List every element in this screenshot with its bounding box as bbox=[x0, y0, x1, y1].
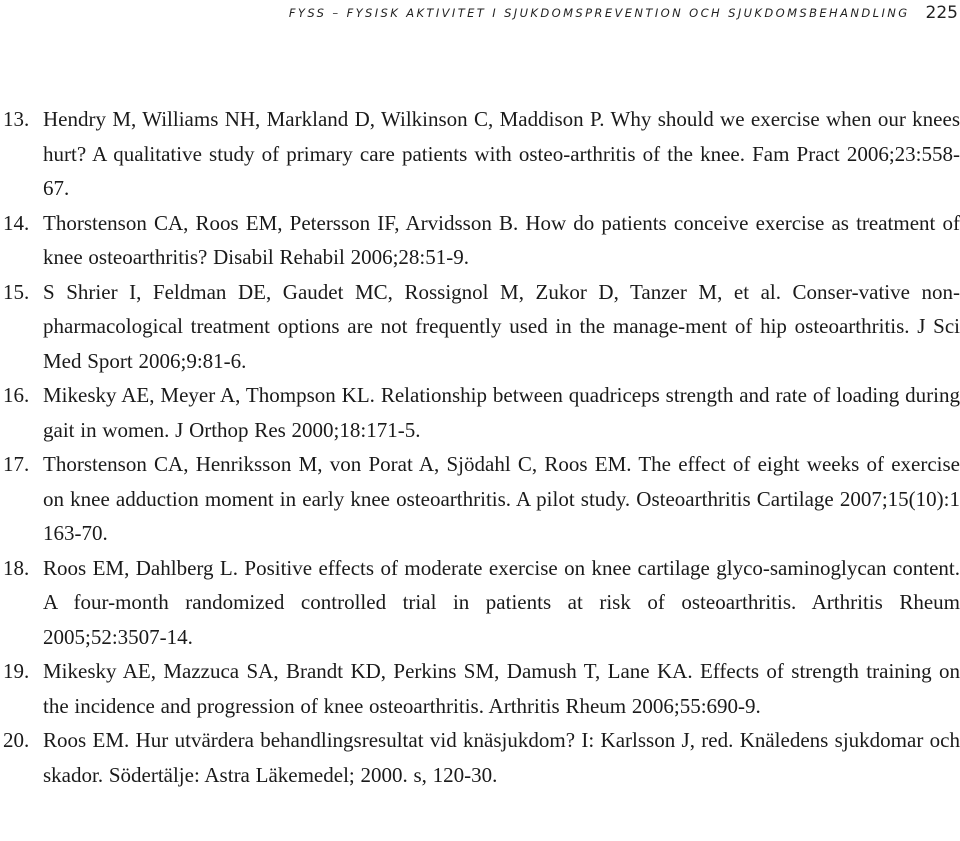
reference-item bbox=[0, 551, 960, 655]
reference-number: 20. bbox=[3, 728, 30, 752]
reference-item bbox=[0, 102, 960, 206]
reference-number: 13. bbox=[3, 107, 30, 131]
reference-number: 17. bbox=[3, 452, 30, 476]
reference-item bbox=[0, 654, 960, 723]
reference-text: S Shrier I, Feldman DE, Gaudet MC, Rossignol M, Zukor D, Tanzer M, et al. Conser-vative non-pharmacological treatment options are not frequently used in the manage-ment of hip osteoarthritis. J Sci Med Sport 2006;9:81-6. bbox=[43, 279, 960, 373]
reference-text: Thorstenson CA, Roos EM, Petersson IF, Arvidsson B. How do patients conceive exercise as treatment of knee osteoarthritis? Disabil Rehabil 2006;28:51-9. bbox=[43, 210, 960, 269]
reference-number: 18. bbox=[3, 555, 30, 580]
reference-text: Hendry M, Williams NH, Markland D, Wilkinson C, Maddison P. Why should we exercise when our knees hurt? A qualitative study of primary care patients with osteo-arthritis of the knee. Fam Pract 2006;23:558-67. bbox=[43, 107, 960, 200]
reference-list bbox=[0, 102, 960, 792]
reference-number: 15. bbox=[3, 279, 30, 304]
reference-item bbox=[0, 723, 960, 792]
reference-number: 16. bbox=[3, 383, 30, 407]
running-title: FYSS – FYSISK AKTIVITET I SJUKDOMSPREVENTION OCH SJUKDOMSBEHANDLING bbox=[288, 6, 910, 20]
page-number: 225 bbox=[925, 3, 958, 23]
reference-text: Roos EM. Hur utvärdera behandlingsresultat vid knäsjukdom? I: Karlsson J, red. Knäledens sjukdomar och skador. Södertälje: Astra Läkemedel; 2000. s, 120-30. bbox=[43, 728, 960, 787]
reference-item bbox=[0, 275, 960, 379]
reference-item bbox=[0, 378, 960, 447]
reference-number: 14. bbox=[3, 210, 30, 235]
reference-item bbox=[0, 206, 960, 275]
reference-item bbox=[0, 447, 960, 551]
running-header bbox=[289, 0, 960, 26]
reference-text: Mikesky AE, Meyer A, Thompson KL. Relationship between quadriceps strength and rate of loading during gait in women. J Orthop Res 2000;18:171-5. bbox=[43, 383, 960, 442]
reference-text: Mikesky AE, Mazzuca SA, Brandt KD, Perkins SM, Damush T, Lane KA. Effects of strength training on the incidence and progression of knee osteoarthritis. Arthritis Rheum 2006;55:690-9. bbox=[43, 659, 960, 718]
reference-number: 19. bbox=[3, 659, 30, 683]
reference-text: Thorstenson CA, Henriksson M, von Porat A, Sjödahl C, Roos EM. The effect of eight weeks of exercise on knee adduction moment in early knee osteoarthritis. A pilot study. Osteoarthritis Cartilage 2007;15(10):1 163-70. bbox=[43, 452, 960, 545]
reference-text: Roos EM, Dahlberg L. Positive effects of moderate exercise on knee cartilage glyco-saminoglycan content. A four-month randomized controlled trial in patients at risk of osteoarthritis. Arthritis Rheum 2005;52:3507-14. bbox=[43, 555, 960, 649]
